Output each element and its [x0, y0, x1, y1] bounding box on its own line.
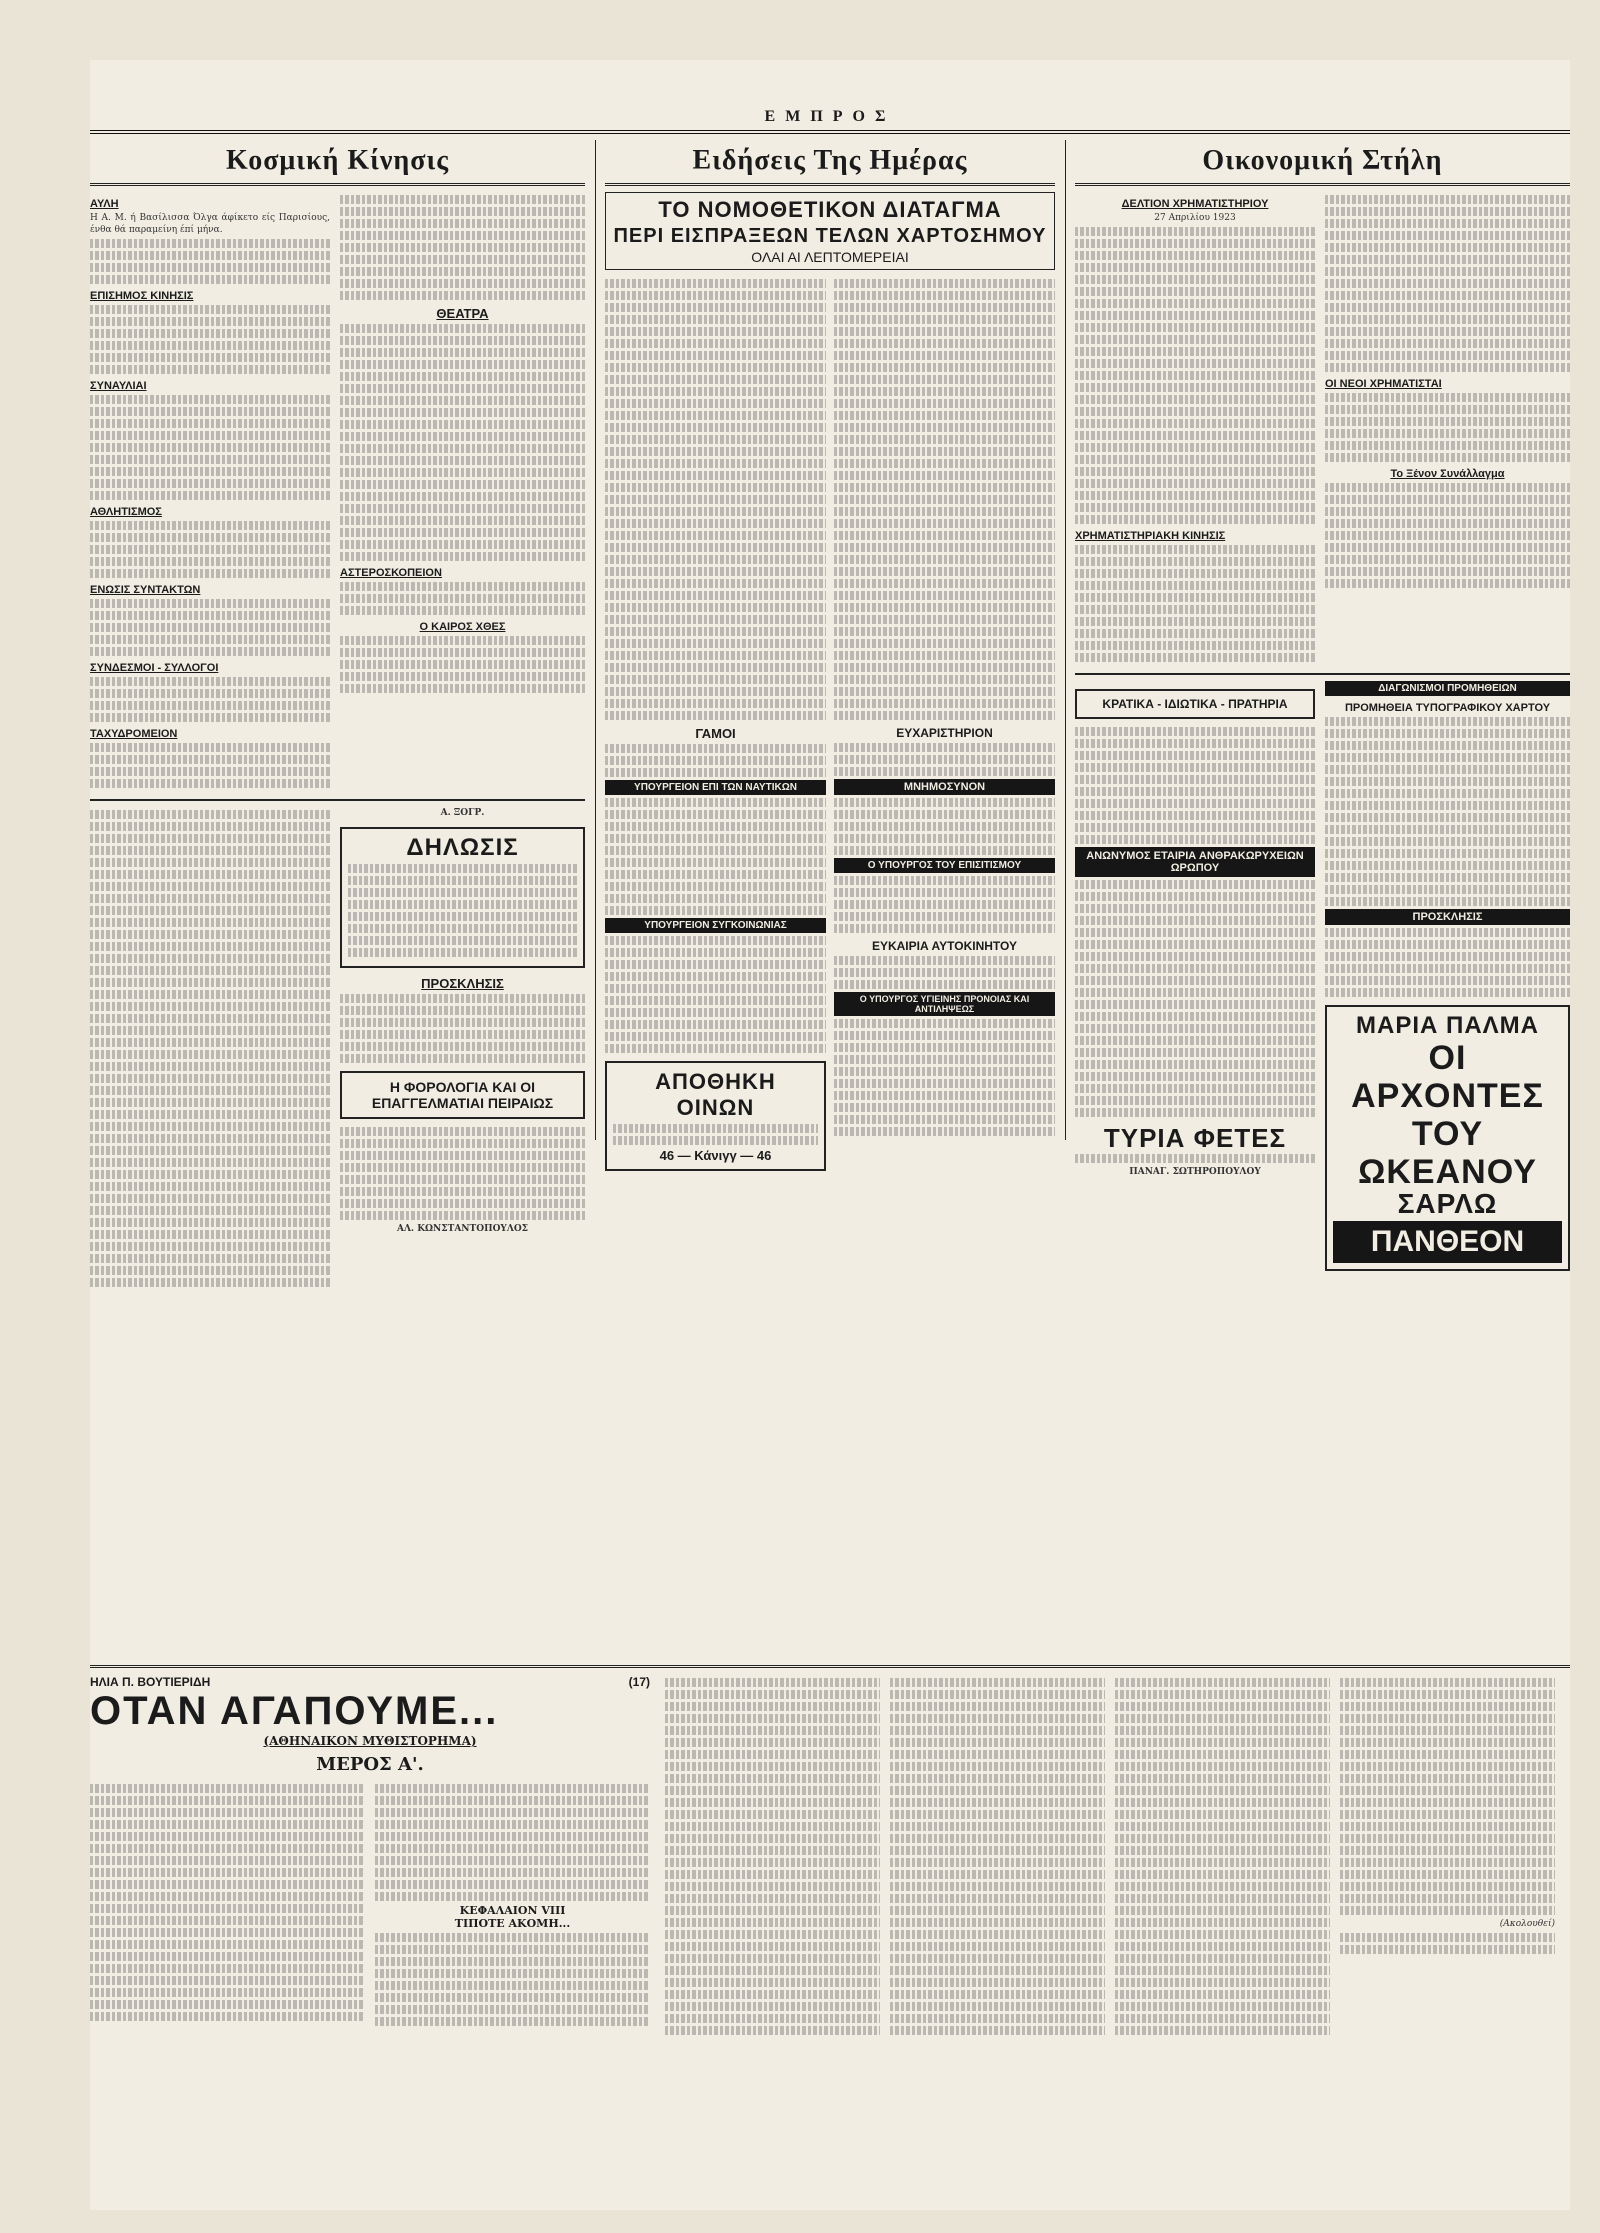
- novel-subtitle: (ΑΘΗΝΑΙΚΟΝ ΜΥΘΙΣΤΟΡΗΜΑ): [263, 1734, 477, 1748]
- movie-ad: [1325, 1005, 1570, 1271]
- supply-head: Ο ΥΠΟΥΡΓΟΣ ΤΟΥ ΕΠΙΣΙΤΙΣΜΟΥ: [834, 858, 1055, 873]
- masthead: [90, 100, 1570, 134]
- observatory-head: ΑΣΤΕΡΟΣΚΟΠΕΙΟΝ: [340, 567, 442, 579]
- section-title: Κοσμική Κίνησις: [90, 145, 585, 186]
- wine-addr: 46 — Κάνιγγ — 46: [659, 1148, 772, 1163]
- novel-chapter: ΚΕΦΑΛΑΙΟΝ VIII: [459, 1904, 566, 1917]
- company-head: ΑΝΩΝΥΜΟΣ ΕΤΑΙΡΙΑ ΑΝΘΡΑΚΩΡΥΧΕΙΩΝ ΩΡΩΠΟΥ: [1075, 847, 1315, 877]
- newspaper-page: [90, 60, 1570, 2210]
- headline-3: ΟΛΑΙ ΑΙ ΛΕΠΤΟΜΕΡΕΙΑΙ: [751, 249, 909, 265]
- theatre-head: ΘΕΑΤΡΑ: [436, 306, 489, 321]
- novel-header: [90, 1675, 650, 2029]
- printshop-box: [1075, 689, 1315, 719]
- novel-closing: (Ακολουθεί): [1499, 1919, 1555, 1929]
- novel-part: ΜΕΡΟΣ Α'.: [316, 1754, 424, 1775]
- novel-chapter-title: ΤΙΠΟΤΕ ΑΚΟΜΗ...: [454, 1917, 571, 1930]
- welfare-head: Ο ΥΠΟΥΡΓΟΣ ΥΓΙΕΙΝΗΣ ΠΡΟΝΟΙΑΣ ΚΑΙ ΑΝΤΙΛΗΨΕΩΣ: [834, 992, 1055, 1016]
- novel-body: [665, 1675, 1570, 2038]
- thanks-head: ΕΥΧΑΡΙΣΤΗΡΙΟΝ: [896, 726, 993, 740]
- col1-right: [340, 192, 585, 791]
- supply-tender-head: ΔΙΑΓΩΝΙΣΜΟΙ ΠΡΟΜΗΘΕΙΩΝ: [1325, 681, 1570, 696]
- tax-signature: ΑΛ. ΚΩΝΣΤΑΝΤΟΠΟΥΛΟΣ: [396, 1224, 529, 1234]
- cinema-name: ΠΑΝΘΕΟΝ: [1333, 1221, 1562, 1263]
- exchange-head: Το Ξένον Συνάλλαγμα: [1390, 468, 1505, 480]
- supply-tender-sub: ΠΡΟΜΗΘΕΙΑ ΤΥΠΟΓΡΑΦΙΚΟΥ ΧΑΡΤΟΥ: [1344, 702, 1551, 714]
- col2: [605, 145, 1055, 1179]
- subhead-court: ΑΥΛΗ: [90, 198, 119, 210]
- bulletin-date: 27 Απριλίου 1923: [1154, 213, 1236, 223]
- invite-head: ΠΡΟΣΚΛΗΣΙΣ: [1325, 909, 1570, 925]
- subhead-concerts: ΣΥΝΑΥΛΙΑΙ: [90, 380, 147, 392]
- column-rule: [595, 140, 596, 1140]
- novel-episode: (17): [628, 1675, 650, 1689]
- novel-title: ΟΤΑΝ ΑΓΑΠΟΥΜΕ...: [90, 1689, 499, 1733]
- weddings-head: ΓΑΜΟΙ: [695, 726, 736, 741]
- movie-actor: ΣΑΡΛΩ: [1397, 1188, 1498, 1219]
- col1: [90, 145, 585, 1290]
- subhead-official: ΕΠΙΣΗΜΟΣ ΚΙΝΗΣΙΣ: [90, 290, 194, 302]
- printshop-head: ΚΡΑΤΙΚΑ - ΙΔΙΩΤΙΚΑ - ΠΡΑΤΗΡΙΑ: [1102, 697, 1288, 711]
- subhead-mail: ΤΑΧΥΔΡΟΜΕΙΟΝ: [90, 728, 178, 740]
- car-head: ΕΥΚΑΙΡΙΑ ΑΥΤΟΚΙΝΗΤΟΥ: [871, 939, 1018, 953]
- subhead-athletics: ΑΘΛΗΤΙΣΜΟΣ: [90, 506, 162, 518]
- movie-title-2: ΤΟΥ ΩΚΕΑΝΟΥ: [1358, 1115, 1537, 1191]
- col1-left: [90, 192, 330, 791]
- movie-star: ΜΑΡΙΑ ΠΑΛΜΑ: [1356, 1012, 1539, 1039]
- headline-2: ΠΕΡΙ ΕΙΣΠΡΑΞΕΩΝ ΤΕΛΩΝ ΧΑΡΤΟΣΗΜΟΥ: [613, 225, 1047, 247]
- wine-head: ΑΠΟΘΗΚΗ ΟΙΝΩΝ: [655, 1069, 776, 1120]
- memorial-head: ΜΝΗΜΟΣΥΝΟΝ: [834, 779, 1055, 795]
- court-text: Η Α. Μ. ή Βασίλισσα Όλγα άφίκετο είς Παρισίους, ένθα θά παραμείνη έπί μήνα.: [90, 213, 330, 235]
- subhead-editors: ΕΝΩΣΙΣ ΣΥΝΤΑΚΤΩΝ: [90, 584, 201, 596]
- section-title: Ειδήσεις Της Ημέρας: [605, 145, 1055, 186]
- cheese-head: ΤΥΡΙΑ ΦΕΤΕΣ: [1103, 1123, 1287, 1153]
- navy-head: ΥΠΟΥΡΓΕΙΟΝ ΕΠΙ ΤΩΝ ΝΑΥΤΙΚΩΝ: [605, 780, 826, 795]
- col3: [1075, 145, 1570, 1279]
- paper-name: ΕΜΠΡΟΣ: [764, 108, 896, 125]
- novel-author: ΗΛΙΑ Π. ΒΟΥΤΙΕΡΙΔΗ: [90, 1675, 211, 1689]
- moves-head: ΧΡΗΜΑΤΙΣΤΗΡΙΑΚΗ ΚΙΝΗΣΙΣ: [1075, 530, 1226, 542]
- lead-headline: [605, 192, 1055, 270]
- novel-rule: [90, 1665, 1570, 1668]
- weather-head: Ο ΚΑΙΡΟΣ ΧΘΕΣ: [419, 621, 506, 633]
- invitations-head: ΠΡΟΣΚΛΗΣΙΣ: [421, 976, 504, 991]
- declarations-head: ΔΗΛΩΣΙΣ: [406, 834, 519, 861]
- section-title: Οικονομική Στήλη: [1075, 145, 1570, 186]
- bulletin-head: ΔΕΛΤΙΟΝ ΧΡΗΜΑΤΙΣΤΗΡΙΟΥ: [1121, 198, 1269, 210]
- cheese-seller: ΠΑΝΑΓ. ΣΩΤΗΡΟΠΟΥΛΟΥ: [1129, 1167, 1261, 1177]
- creditors-head: ΟΙ ΝΕΟΙ ΧΡΗΜΑΤΙΣΤΑΙ: [1325, 378, 1442, 390]
- column-rule: [1065, 140, 1066, 1140]
- tax-box: [340, 1071, 585, 1119]
- headline-1: ΤΟ ΝΟΜΟΘΕΤΙΚΟΝ ΔΙΑΤΑΓΜΑ: [658, 197, 1002, 222]
- wine-ad: [605, 1061, 826, 1171]
- tax-head: Η ΦΟΡΟΛΟΓΙΑ ΚΑΙ ΟΙ ΕΠΑΓΓΕΛΜΑΤΙΑΙ ΠΕΙΡΑΙΩΣ: [371, 1079, 554, 1111]
- comms-head: ΥΠΟΥΡΓΕΙΟΝ ΣΥΓΚΟΙΝΩΝΙΑΣ: [605, 918, 826, 933]
- declarations-box: [340, 827, 585, 968]
- subhead-associations: ΣΥΝΔΕΣΜΟΙ - ΣΥΛΛΟΓΟΙ: [90, 662, 219, 674]
- col1-signature: Α. ΞΟΓΡ.: [440, 808, 485, 818]
- movie-title-1: ΟΙ ΑΡΧΟΝΤΕΣ: [1351, 1039, 1544, 1115]
